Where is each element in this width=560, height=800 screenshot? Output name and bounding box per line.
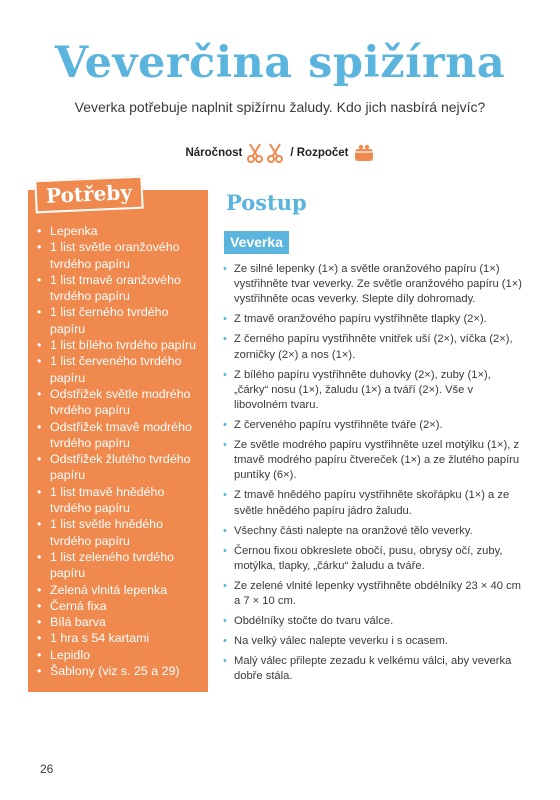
procedure-heading: Postup [226, 190, 307, 215]
list-item: • 1 list zeleného tvrdého papíru [36, 549, 204, 582]
page-number: 26 [40, 762, 54, 776]
list-item: • Černá fixa [36, 598, 204, 614]
page-subtitle: Veverka potřebuje naplnit spižírnu žaludy. Kdo jich nasbírá nejvíc? [74, 99, 486, 115]
list-item: • Obdélníky stočte do tvaru válce. [221, 614, 525, 629]
list-item: • Odstřižek světle modrého tvrdého papíru [36, 386, 204, 419]
list-item: • Z bílého papíru vystřihněte duhovky (2×), zuby (1×), „čárky“ nosu (1×), žaludu (1×) a tváří (2×). Vše v libovolném tvaru. [221, 368, 525, 414]
list-item: • Na velký válec nalepte veverku i s ocasem. [221, 634, 525, 649]
list-item: • Z černého papíru vystřihněte vnitřek uší (2×), víčka (2×), zorničky (2×) a nos (1×). [221, 332, 525, 362]
list-item: • 1 list červeného tvrdého papíru [36, 353, 204, 386]
difficulty-label: Náročnost [185, 147, 243, 159]
list-item: • Bílá barva [36, 614, 204, 630]
scissors-icon [246, 142, 286, 164]
list-item: • Lepenka [36, 223, 204, 239]
procedure-steps [221, 262, 525, 689]
list-item: • Ze světle modrého papíru vystřihněte uzel motýlku (1×), z tmavě modrého papíru čtvereček (1×) a ze žlutého papíru puntíky (6×). [221, 438, 525, 484]
list-item: • 1 list světle hnědého tvrdého papíru [36, 516, 204, 549]
list-item: • Zelená vlnitá lepenka [36, 582, 204, 598]
list-item: • Odstřižek žlutého tvrdého papíru [36, 451, 204, 484]
list-item: • Z tmavě hnědého papíru vystřihněte skořápku (1×) a ze světle hnědého papíru jádro žaludu. [221, 488, 525, 518]
coin-purse-icon [353, 143, 375, 163]
list-item: • 1 list světle oranžového tvrdého papíru [36, 239, 204, 272]
materials-heading: Potřeby [34, 176, 143, 214]
page-title: Veverčina spižírna [54, 38, 506, 88]
list-item: • Z červeného papíru vystřihněte tváře (2×). [221, 418, 525, 433]
difficulty-budget-row [0, 142, 560, 164]
list-item: • 1 hra s 54 kartami [36, 630, 204, 646]
list-item: • Lepidlo [36, 647, 204, 663]
list-item: • Šablony (viz s. 25 a 29) [36, 663, 204, 679]
materials-list [36, 223, 204, 679]
list-item: • Černou fixou obkreslete obočí, pusu, obrysy očí, zuby, motýlka, tlapky, „čárku“ žaludu a tváře. [221, 544, 525, 574]
list-item: • 1 list bílého tvrdého papíru [36, 337, 204, 353]
list-item: • Ze zelené vlnité lepenky vystřihněte obdélníky 23 × 40 cm a 7 × 10 cm. [221, 579, 525, 609]
list-item: • 1 list tmavě hnědého tvrdého papíru [36, 484, 204, 517]
list-item: • Všechny části nalepte na oranžové tělo veverky. [221, 524, 525, 539]
list-item: • Odstřižek tmavě modrého tvrdého papíru [36, 419, 204, 452]
list-item: • Z tmavě oranžového papíru vystřihněte tlapky (2×). [221, 312, 525, 327]
list-item: • 1 list černého tvrdého papíru [36, 304, 204, 337]
budget-label: / Rozpočet [290, 147, 349, 159]
list-item: • Ze silné lepenky (1×) a světle oranžového papíru (1×) vystřihněte tvar veverky. Ze světle oranžového papíru (1×) vystřihněte ocas veverky. Slepte díly dohromady. [221, 262, 525, 308]
list-item: • 1 list tmavě oranžového tvrdého papíru [36, 272, 204, 305]
list-item: • Malý válec přilepte zezadu k velkému válci, aby veverka dobře stála. [221, 654, 525, 684]
section-label: Veverka [224, 231, 289, 254]
